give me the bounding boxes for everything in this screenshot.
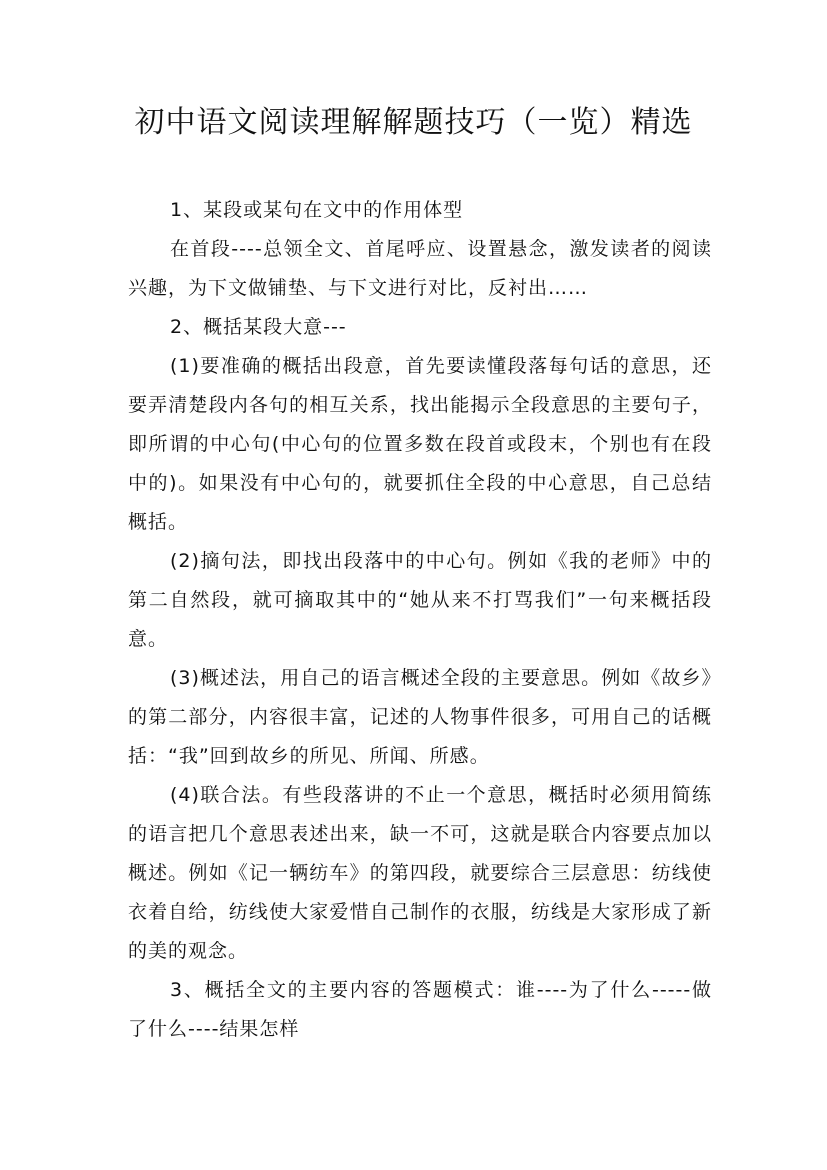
paragraph-first-para-role: 在首段----总领全文、首尾呼应、设置悬念，激发读者的阅读兴趣，为下文做铺垫、与下文进行对比，反衬出…… <box>128 238 712 299</box>
paragraph-method-4: (4)联合法。有些段落讲的不止一个意思，概括时必须用简练的语言把几个意思表述出来，缺一不可，这就是联合内容要点加以概述。例如《记一辆纺车》的第四段，就要综合三层意思：纺线使衣着自给，纺线使大家爱惜自己制作的衣服，纺线是大家形成了新的美的观念。 <box>128 784 712 962</box>
paragraph-section-3: 3、概括全文的主要内容的答题模式：谁----为了什么-----做了什么----结果怎样 <box>128 979 712 1040</box>
document-body <box>128 191 712 1049</box>
paragraph-method-2: (2)摘句法，即找出段落中的中心句。例如《我的老师》中的第二自然段，就可摘取其中的“她从来不打骂我们”一句来概括段意。 <box>128 550 712 650</box>
paragraph-section-2-heading: 2、概括某段大意--- <box>170 316 347 338</box>
paragraph-method-1: (1)要准确的概括出段意，首先要读懂段落每句话的意思，还要弄清楚段内各句的相互关系，找出能揭示全段意思的主要句子，即所谓的中心句(中心句的位置多数在段首或段末，个别也有在段中的)。如果没有中心句的，就要抓住全段的中心意思，自己总结概括。 <box>128 355 712 533</box>
paragraph-method-3: (3)概述法，用自己的语言概述全段的主要意思。例如《故乡》的第二部分，内容很丰富，记述的人物事件很多，可用自己的话概括：“我”回到故乡的所见、所闻、所感。 <box>128 667 712 767</box>
paragraph-section-1-heading: 1、某段或某句在文中的作用体型 <box>170 199 464 221</box>
document-title: 初中语文阅读理解解题技巧（一览）精选 <box>134 105 693 140</box>
